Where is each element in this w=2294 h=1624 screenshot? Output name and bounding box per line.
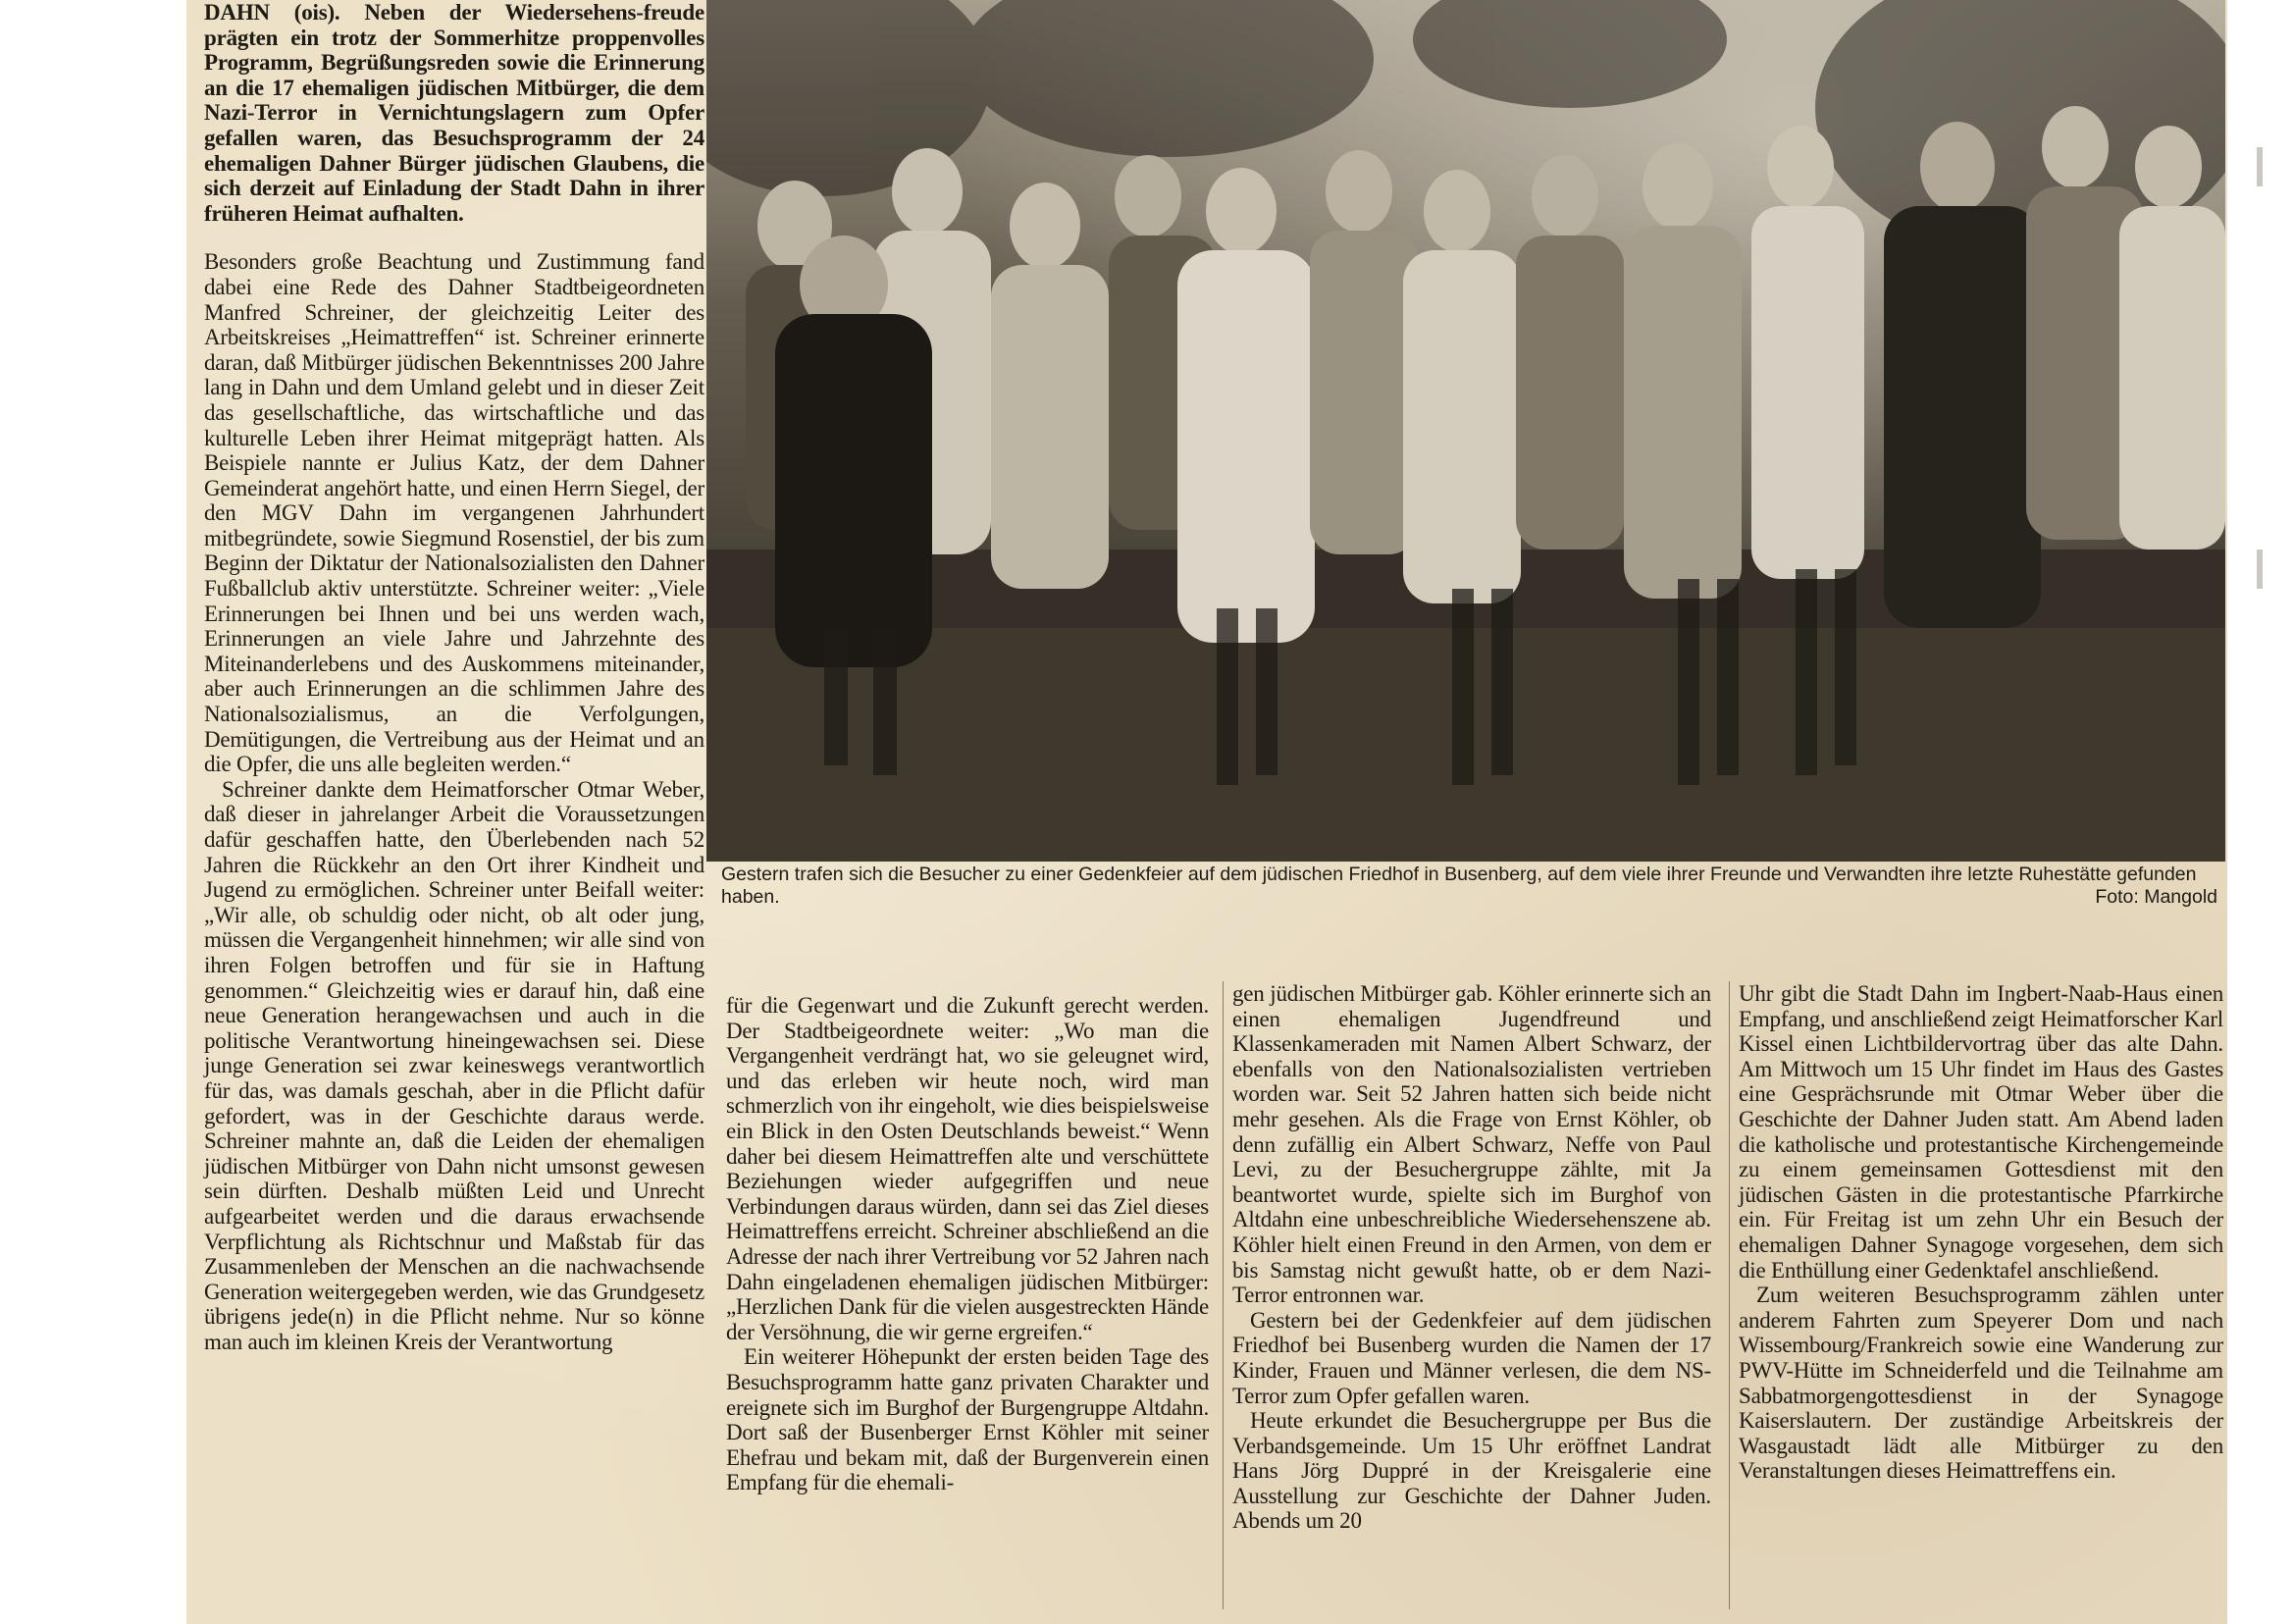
paragraph: gen jüdischen Mitbürger gab. Köhler erinnerte sich an einen ehemaligen Jugendfreund und Klassenkameraden mit Namen Albert Schwarz, der ebenfalls von den Nationalsozialisten vertrieben worden war. Seit 52 Jahren hatten sich beide nicht mehr gesehen. Als die Frage von Ernst Köhler, ob denn zufällig ein Albert Schwarz, Neffe von Paul Levi, zu der Besuchergruppe zählte, mit Ja beantwortet wurde, spielte sich im Burghof von Altdahn eine unbeschreibliche Wiedersehenszene ab. Köhler hielt einen Freund in den Armen, von dem er bis Samstag nicht gewußt hatte, ob er dem Nazi-Terror entronnen war. [1232, 981, 1711, 1308]
caption-text: Gestern trafen sich die Besucher zu einer Gedenkfeier auf dem jüdischen Friedhof in Busenberg, auf dem viele ihrer Freunde und Verwandten ihre letzte Ruhestätte gefunden haben. [721, 864, 2197, 908]
paragraph: Gestern bei der Gedenkfeier auf dem jüdischen Friedhof bei Busenberg wurden die Namen der 17 Kinder, Frauen und Männer verlesen, die dem NS-Terror zum Opfer gefallen waren. [1232, 1307, 1711, 1408]
article-column-3 [1232, 981, 1711, 1534]
lead-text: Neben der Wiedersehens-freude prägten ein trotz der Sommerhitze proppenvolles Programm, Begrüßungsreden sowie die Erinnerung an die 17 ehemaligen jüdischen Mitbürger, die dem Nazi-Terror in Vernichtungslagern zum Opfer gefallen waren, das Besuchsprogramm der 24 ehemaligen Dahner Bürger jüdischen Glaubens, die sich derzeit auf Einladung der Stadt Dahn in ihrer früheren Heimat aufhalten. [204, 0, 704, 226]
article-column-2 [726, 993, 1209, 1495]
paragraph: Besonders große Beachtung und Zustimmung fand dabei eine Rede des Dahner Stadtbeigeordneten Manfred Schreiner, der gleichzeitig Leiter des Arbeitskreises „Heimattreffen“ ist. Schreiner erinnerte daran, daß Mitbürger jüdischen Bekenntnisses 200 Jahre lang in Dahn und dem Umland gelebt und in dieser Zeit das gesellschaftliche, das wirtschaftliche und das kulturelle Leben ihrer Heimat mitgeprägt hatten. Als Beispiele nannte er Julius Katz, der dem Dahner Gemeinderat angehört hatte, und einen Herrn Siegel, der den MGV Dahn im vergangenen Jahrhundert mitbegründete, sowie Siegmund Rosenstiel, der bis zum Beginn der Diktatur der Nationalsozialisten den Dahner Fußballclub aktiv unterstützte. Schreiner weiter: „Viele Erinnerungen bei Ihnen und bei uns werden wach, Erinnerungen an viele Jahre und Jahrzehnte des Miteinanderlebens und des Auskommens miteinander, aber auch Erinnerungen an die schlimmen Jahre des Nationalsozialismus, an die Verfolgungen, Demütigungen, die Vertreibung aus der Heimat und an die Opfer, die uns alle begleiten werden.“ [204, 249, 704, 777]
photo-credit: Foto: Mangold [2095, 886, 2217, 908]
photo-crowd-at-cemetery [706, 0, 2225, 862]
paragraph: Zum weiteren Besuchsprogramm zählen unter anderem Fahrten zum Speyerer Dom und nach Wissembourg/Frankreich sowie eine Wanderung zur PWV-Hütte im Schneiderfeld und die Teilnahme am Sabbatmorgengottesdienst in der Synagoge Kaiserslautern. Der zuständige Arbeitskreis der Wasgaustadt lädt alle Mitbürger zu den Veranstaltungen dieses Heimattreffens ein. [1739, 1283, 2223, 1484]
scan-edge-mark [2257, 147, 2263, 186]
article-column-4 [1739, 981, 2223, 1484]
article-lead [204, 0, 704, 226]
column-divider [1729, 981, 1730, 1609]
article-photo [706, 0, 2225, 862]
scan-edge-mark [2257, 550, 2263, 589]
paragraph: Uhr gibt die Stadt Dahn im Ingbert-Naab-Haus einen Empfang, und anschließend zeigt Heimatforscher Karl Kissel einen Lichtbildervortrag über das alte Dahn. Am Mittwoch um 15 Uhr findet im Haus des Gastes eine Gesprächsrunde mit Otmar Weber über die Geschichte der Dahner Juden statt. Am Abend laden die katholische und protestantische Kirchengemeinde zu einem gemeinsamen Gottesdienst mit den jüdischen Gästen in die protestantische Pfarrkirche ein. Für Freitag ist um zehn Uhr ein Besuch der ehemaligen Dahner Synagoge vorgesehen, dem sich die Enthüllung einer Gedenktafel anschließend. [1739, 981, 2223, 1283]
paragraph: Schreiner dankte dem Heimatforscher Otmar Weber, daß dieser in jahrelanger Arbeit die Voraussetzungen dafür geschaffen hatte, den Überlebenden nach 52 Jahren die Rückkehr an den Ort ihrer Kindheit und Jugend zu ermöglichen. Schreiner unter Beifall weiter: „Wir alle, ob schuldig oder nicht, ob alt oder jung, müssen die Vergangenheit hinnehmen; wir alle sind von ihren Folgen betroffen und für sie in Haftung genommen.“ Gleichzeitig wies er darauf hin, daß eine neue Generation herangewachsen und auch in die politische Verantwortung hineingewachsen sei. Diese junge Generation sei zwar keineswegs verantwortlich für das, was damals geschah, aber in die Pflicht dafür gefordert, was in der Geschichte daraus werde. Schreiner mahnte an, daß die Leiden der ehemaligen jüdischen Mitbürger von Dahn nicht umsonst gewesen sein dürften. Deshalb müßten Leid und Unrecht aufgearbeitet werden und die daraus erwachsende Verpflichtung als Richtschnur und Maßstab für das Zusammenleben der Menschen an die nachwachsende Generation weitergegeben werden, wie das Grundgesetz übrigens jede(n) in die Pflicht nehme. Nur so könne man auch im kleinen Kreis der Verantwortung [204, 776, 704, 1354]
photo-caption [721, 864, 2217, 909]
article-column-1 [204, 0, 704, 1354]
column-divider [1223, 981, 1224, 1609]
dateline: DAHN (ois). [204, 0, 340, 25]
paragraph: Ein weiterer Höhepunkt der ersten beiden Tage des Besuchsprogramm hatte ganz privaten Charakter und ereignete sich im Burghof der Burgengruppe Altdahn. Dort saß der Busenberger Ernst Köhler mit seiner Ehefrau und bekam mit, daß der Burgenverein einen Empfang für die ehemali- [726, 1344, 1209, 1495]
paragraph: Heute erkundet die Besuchergruppe per Bus die Verbandsgemeinde. Um 15 Uhr eröffnet Landrat Hans Jörg Duppré in der Kreisgalerie eine Ausstellung zur Geschichte der Dahner Juden. Abends um 20 [1232, 1408, 1711, 1534]
paragraph: für die Gegenwart und die Zukunft gerecht werden. Der Stadtbeigeordnete weiter: „Wo man die Vergangenheit verdrängt hat, wo sie geleugnet wird, und das erleben wir heute noch, wird man schmerzlich von ihr eingeholt, wie dies beispielsweise ein Blick in den Osten Deutschlands beweist.“ Wenn daher bei diesem Heimattreffen alte und verschüttete Beziehungen wieder aufgegriffen und neue Verbindungen daraus würden, dann sei das Ziel dieses Heimattreffens erreicht. Schreiner abschließend an die Adresse der nach ihrer Vertreibung vor 52 Jahren nach Dahn eingeladenen ehemaligen jüdischen Mitbürger: „Herzlichen Dank für die vielen ausgestreckten Hände der Versöhnung, die wir gerne ergreifen.“ [726, 993, 1209, 1344]
